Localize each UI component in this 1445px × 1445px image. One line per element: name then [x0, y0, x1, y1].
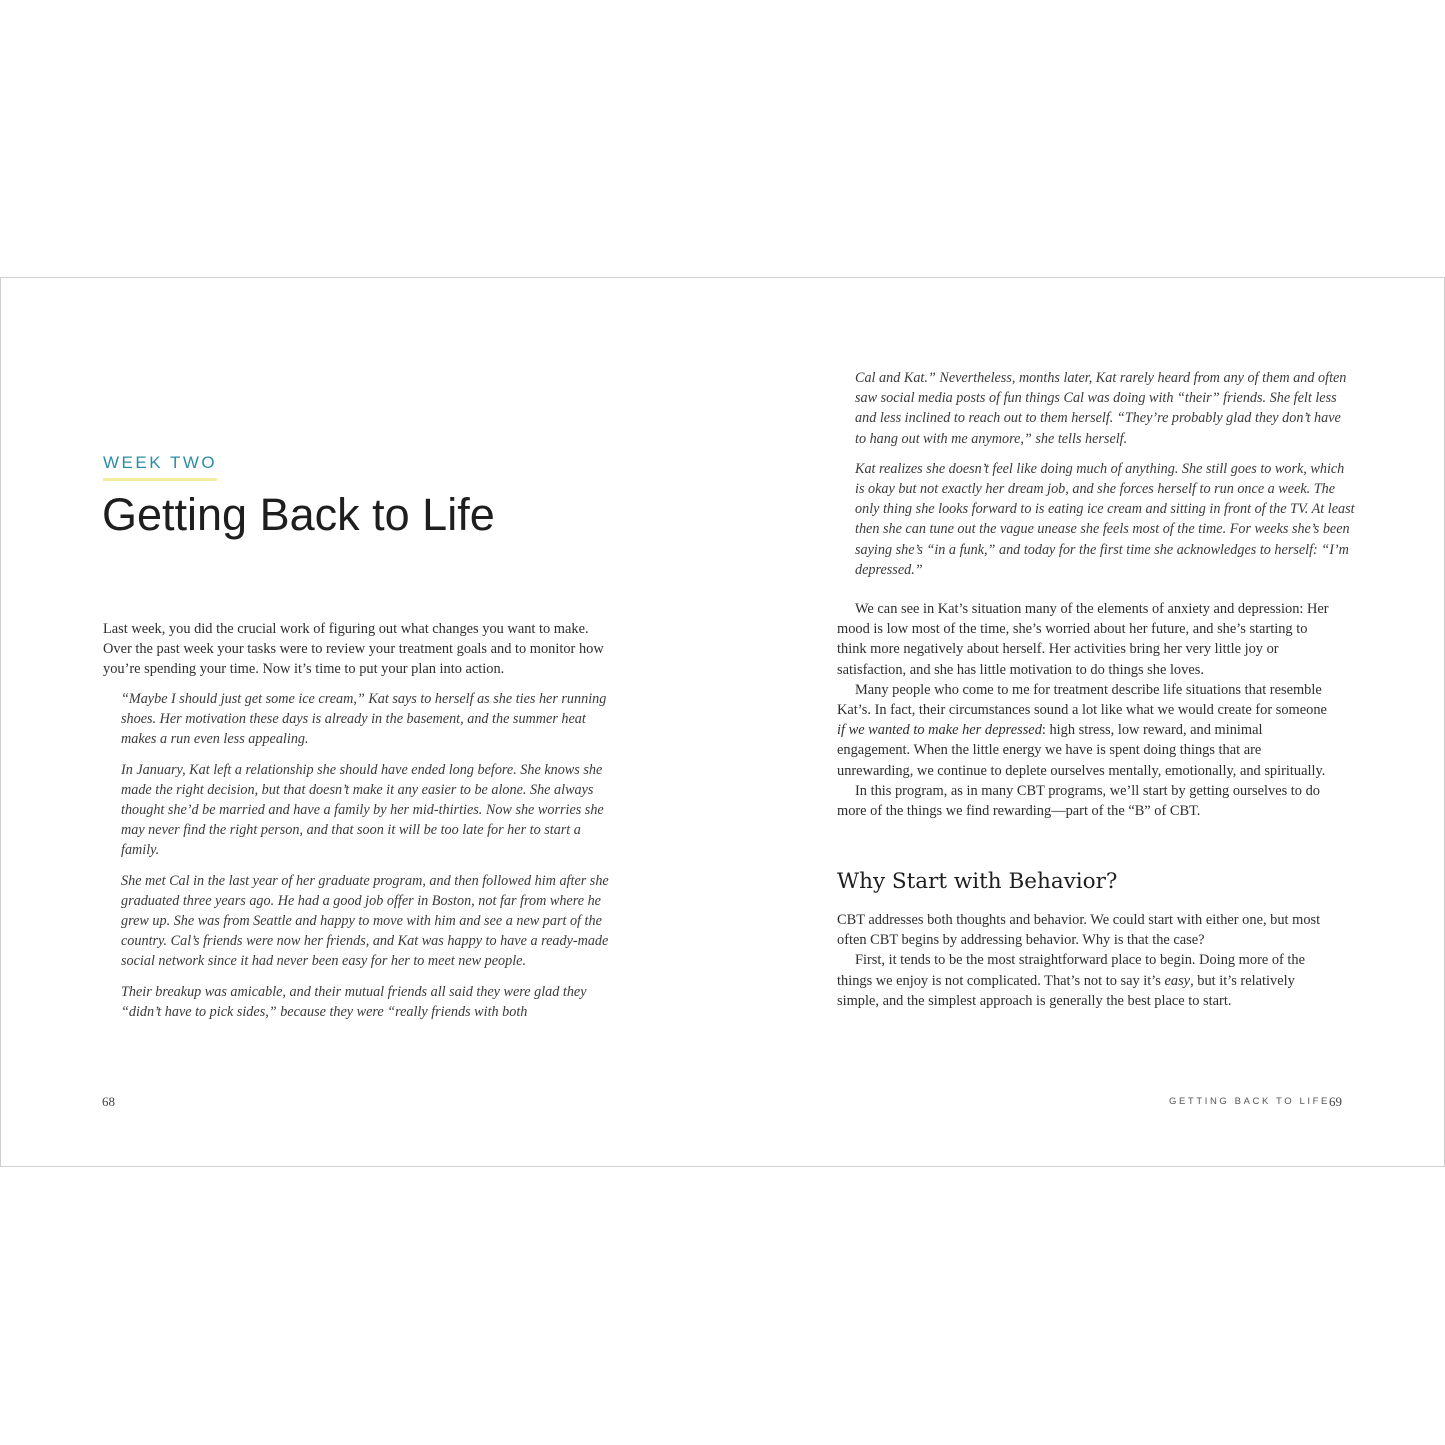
body-paragraph: We can see in Kat’s situation many of the elements of anxiety and depression: Her mood is low most of the time, she’s worried about her future, and she’s starting to think more negatively about herself. Her activities bring her very little joy or satisfaction, and she has little motivation to do things she loves.: [837, 601, 1329, 678]
body-paragraph: CBT addresses both thoughts and behavior. We could start with either one, but most often CBT begins by addressing behavior. Why is that the case?: [837, 912, 1321, 949]
body-paragraph: In this program, as in many CBT programs, we’ll start by getting ourselves to do more of the things we find rewarding—part of the “B” of CBT.: [837, 782, 1320, 820]
body-paragraph: [837, 680, 1337, 781]
chapter-eyebrow: WEEK TWO: [103, 453, 217, 481]
text-run: , but it’s relatively simple, and the simplest approach is generally the best place to start.: [837, 972, 1295, 1009]
section-body: [837, 910, 1337, 1011]
chapter-title: Getting Back to Life: [102, 489, 495, 540]
running-head: GETTING BACK TO LIFE: [1169, 1096, 1330, 1107]
body-paragraph: [837, 950, 1337, 1011]
case-story-right: [855, 368, 1355, 590]
page-number-right: 69: [1329, 1094, 1342, 1109]
body-text: [837, 599, 1337, 821]
emphasis-text: if we wanted to make her depressed: [837, 722, 1042, 739]
right-page: [723, 278, 1444, 1166]
story-paragraph: Their breakup was amicable, and their mutual friends all said they were glad they “didn’t have to pick sides,” because they were “really friends with both: [121, 983, 587, 1020]
section-heading: Why Start with Behavior?: [837, 869, 1118, 894]
text-run: Many people who come to me for treatment describe life situations that resemble Kat’s. In fact, their circumstances sound a lot like what we would create for someone: [837, 681, 1327, 719]
left-page: [1, 278, 723, 1166]
story-paragraph: Cal and Kat.” Nevertheless, months later, Kat rarely heard from any of them and often saw social media posts of fun things Cal was doing with “their” friends. She felt less and less inclined to reach out to them herself. “They’re probably glad they don’t have to hang out with me anymore,” she tells herself.: [855, 370, 1347, 447]
story-paragraph: In January, Kat left a relationship she should have ended long before. She knows she made the right decision, but that doesn’t make it any easier to be alone. She always thought she’d be married and have a family by her mid-thirties. Now she worries she may never find the right person, and that soon it will be too late for her to start a family.: [121, 761, 604, 859]
case-story-left: [121, 689, 616, 1032]
story-paragraph: She met Cal in the last year of her graduate program, and then followed him after she graduated three years ago. He had a good job offer in Boston, not far from where he grew up. She was from Seattle and happy to move with him and see a new part of the country. Cal’s friends were now her friends, and Kat was happy to have a ready-made social network since it had never been easy for her to meet new people.: [121, 872, 609, 970]
text-run: First, it tends to be the most straightforward place to begin. Doing more of the things we enjoy is not complicated. That’s not to say it’s: [837, 952, 1306, 989]
story-paragraph: Kat realizes she doesn’t feel like doing much of anything. She still goes to work, which is okay but not exactly her dream job, and she forces herself to run once a week. The only thing she looks forward to is eating ice cream and sitting in front of the TV. At least then she can tune out the vague unease she feels most of the time. For weeks she’s been saying she’s “in a funk,” and today for the first time she acknowledges to herself: “I’m depressed.”: [855, 460, 1355, 578]
intro-block: [103, 619, 613, 680]
story-paragraph: “Maybe I should just get some ice cream,” Kat says to herself as she ties her running shoes. Her motivation these days is already in the basement, and the summer heat makes a run even less appealing.: [121, 691, 607, 748]
book-spread: [0, 277, 1445, 1167]
intro-paragraph: Last week, you did the crucial work of figuring out what changes you want to make. Over the past week your tasks were to review your treatment goals and to monitor how you’re spending your time. Now it’s time to put your plan into action.: [103, 621, 604, 678]
page-number-left: 68: [102, 1094, 115, 1109]
emphasis-text: easy: [1164, 972, 1191, 989]
text-run: : high stress, low reward, and minimal engagement. When the little energy we have is spent doing things that are unrewarding, we continue to deplete ourselves mentally, emotionally, and spiritually.: [837, 722, 1326, 779]
